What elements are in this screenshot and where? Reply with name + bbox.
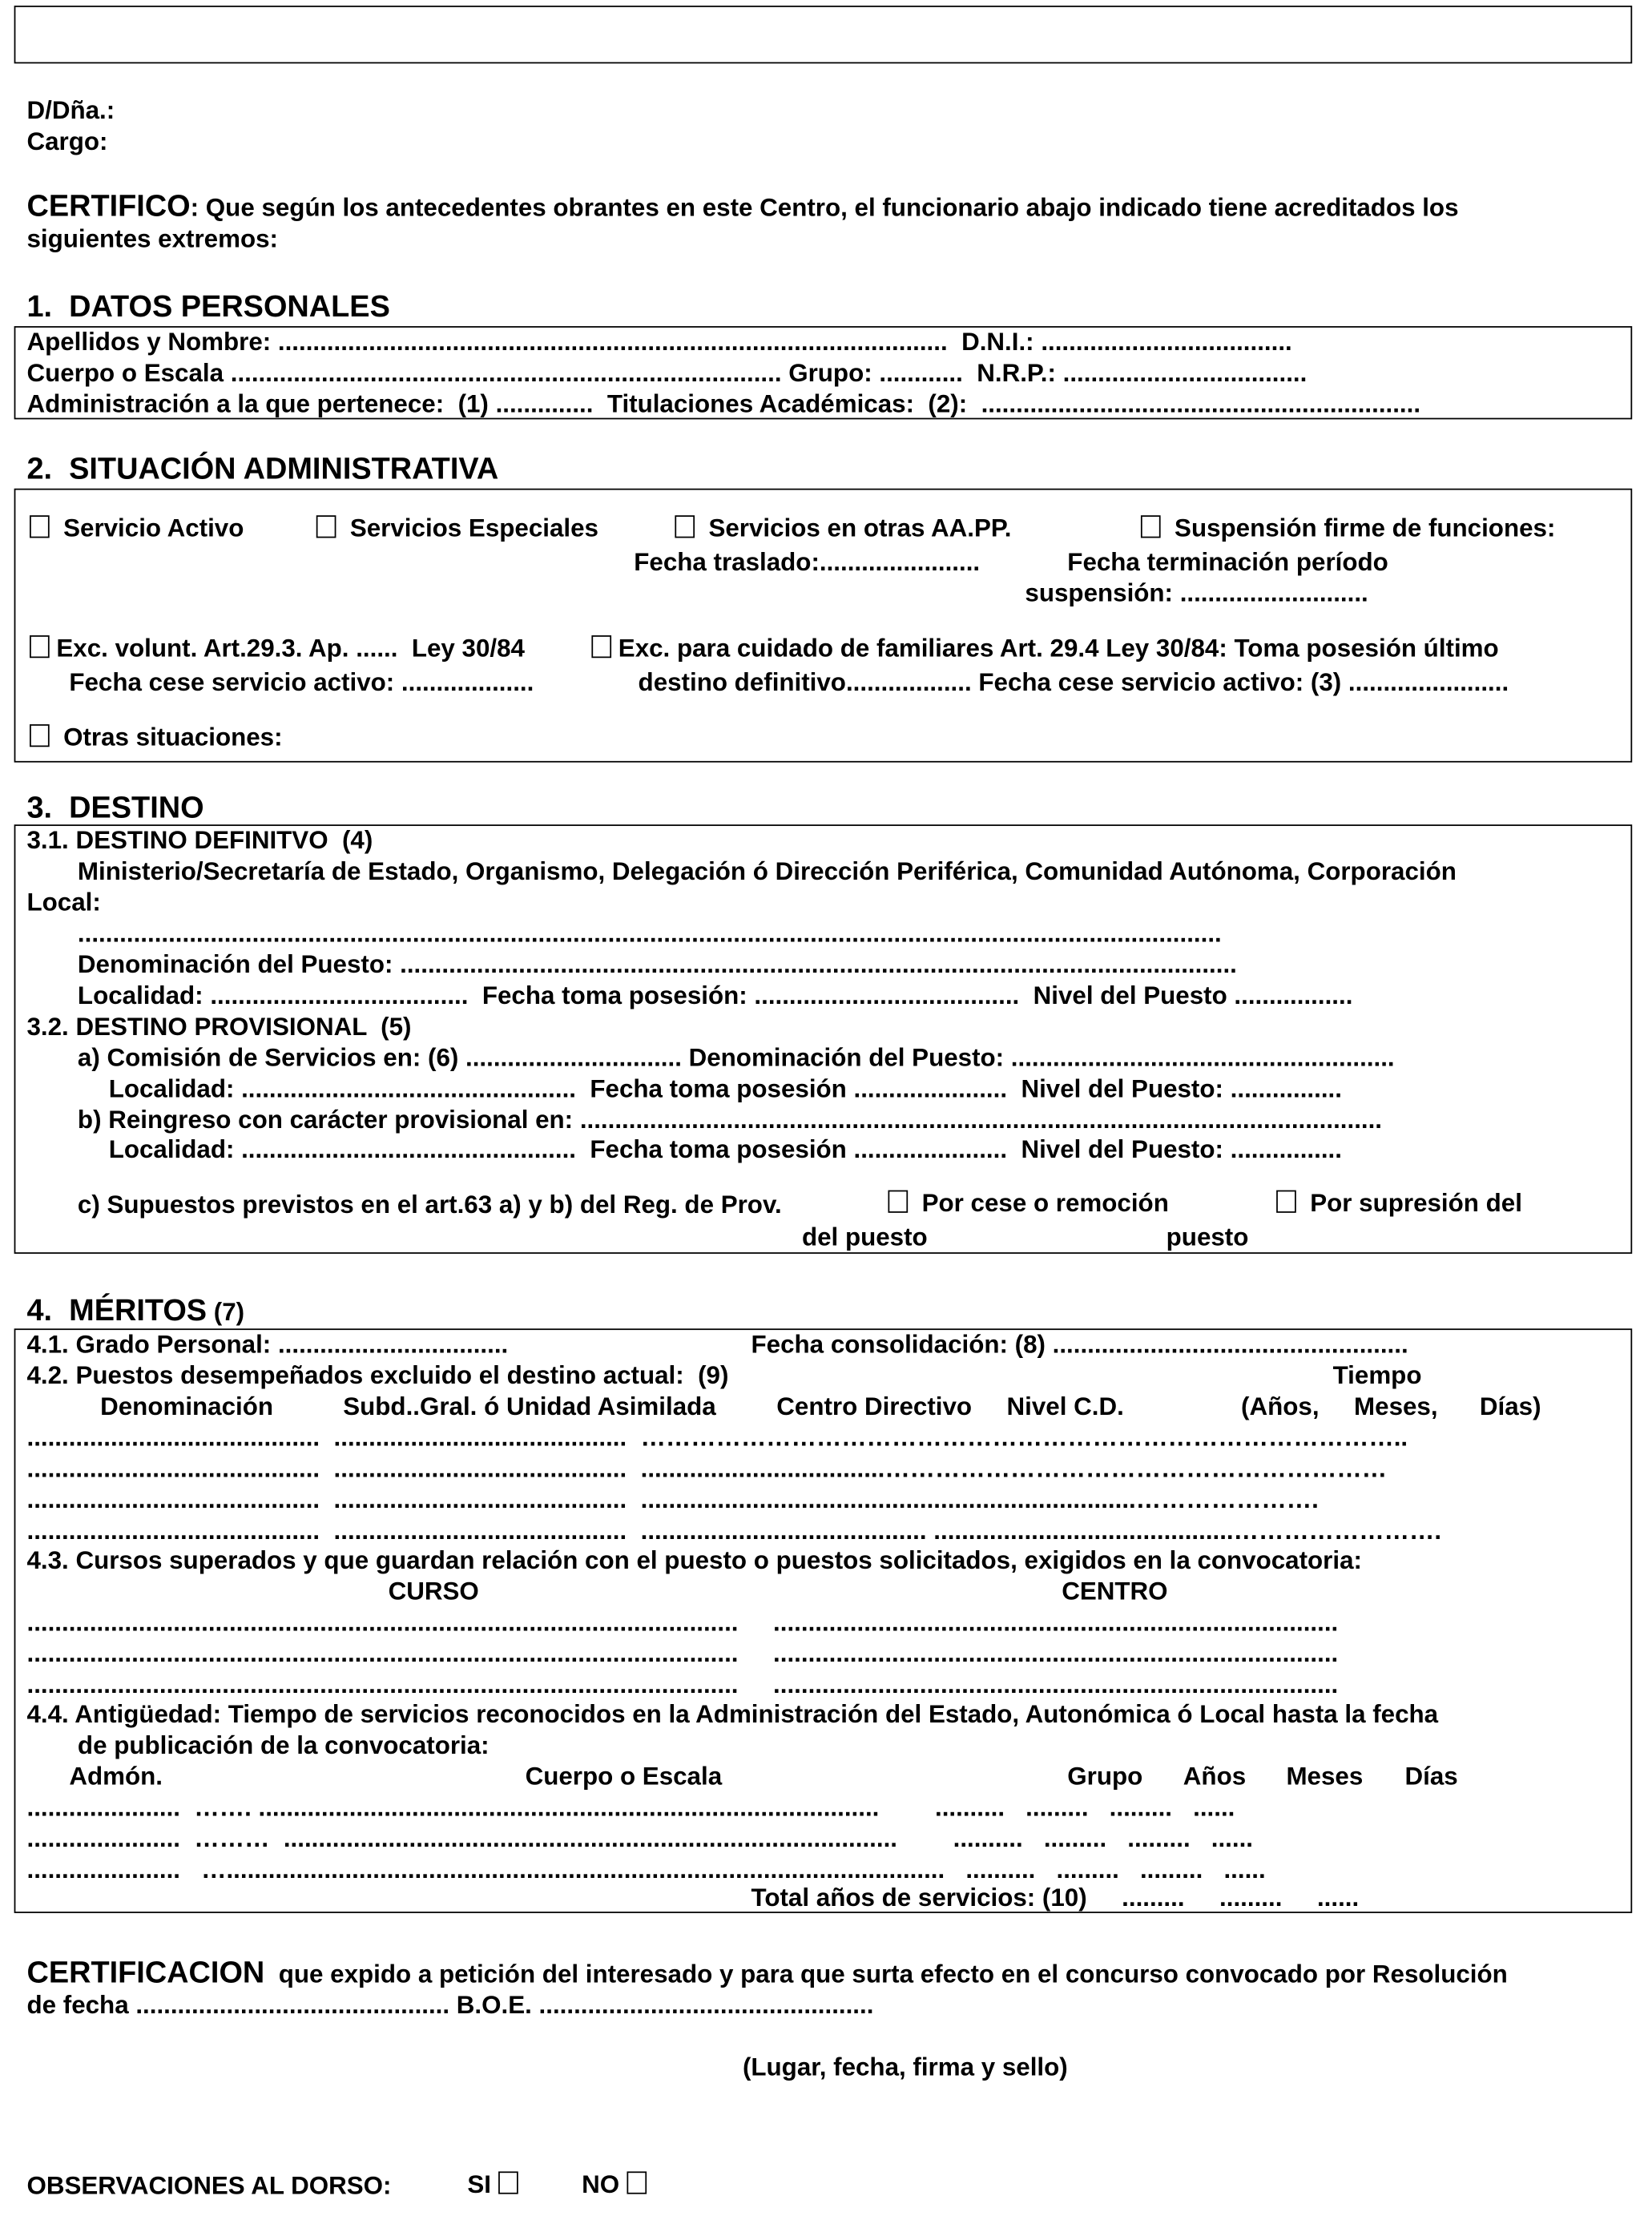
checkbox-no[interactable] — [627, 2171, 647, 2194]
s4-cursos-title: 4.3. Cursos superados y que guardan relación con el puesto o puestos solicitados, exigidos en la convocatoria: — [26, 1545, 1362, 1574]
s4-puesto-row-3: .......................................... .......................................... .......................................................................…………………. — [26, 1485, 1319, 1514]
lugar-fecha-firma: (Lugar, fecha, firma y sello) — [742, 2053, 1068, 2081]
certificacion-text: que expido a petición del interesado y para que surta efecto en el concurso convocado por Resolución — [278, 1960, 1508, 1988]
checkbox[interactable] — [1276, 1191, 1296, 1213]
s3-del-puesto: del puesto — [801, 1223, 928, 1251]
s2-checkbox-servicios-especiales: Servicios Especiales — [316, 515, 598, 542]
s1-line-2: Cuerpo o Escala ............................................................................... Grupo: ............ N.R.P.: ................................... — [26, 358, 1307, 387]
s4-curso-row-3: ...................................................................................................... ................................................................................. — [26, 1670, 1339, 1699]
s4-col-meses: Meses, — [1354, 1392, 1438, 1420]
checkbox-si[interactable] — [498, 2171, 518, 2194]
s3-line-7: 3.2. DESTINO PROVISIONAL (5) — [26, 1012, 412, 1041]
section-2-title: 2. SITUACIÓN ADMINISTRATIVA — [26, 451, 499, 486]
s2-checkbox-exc-familiares: Exc. para cuidado de familiares Art. 29.4 Ley 30/84: Toma posesión último — [591, 635, 1498, 662]
s4-puesto-row-1: .......................................... .......................................... ……………………………………………………………………………….. — [26, 1423, 1408, 1452]
s3-line-4: .................................................................................................................................................................... — [77, 919, 1222, 948]
s4-col-anos2: Años — [1183, 1762, 1247, 1791]
s3-puesto: puesto — [1166, 1223, 1249, 1251]
s4-col-nivel: Nivel C.D. — [1006, 1392, 1124, 1420]
s3-line-2: Ministerio/Secretaría de Estado, Organismo, Delegación ó Dirección Periférica, Comunidad Autónoma, Corporación — [77, 856, 1457, 885]
section-4-title-text: 4. MÉRITOS — [26, 1293, 208, 1328]
s2-checkbox-exc-voluntaria: Exc. volunt. Art.29.3. Ap. ...... Ley 30/84 — [30, 635, 525, 662]
certificacion-line-1 — [26, 1955, 1508, 1990]
s3-line-8: a) Comisión de Servicios en: (6) ............................... Denominación del Puesto: ....................................................... — [77, 1043, 1395, 1072]
s2-fecha-traslado: Fecha traslado:....................... — [634, 547, 981, 577]
section-1-title: 1. DATOS PERSONALES — [26, 289, 390, 324]
s4-col-subd: Subd..Gral. ó Unidad Asimilada — [343, 1392, 716, 1420]
s1-line-3: Administración a la que pertenece: (1) .............. Titulaciones Académicas: (2): ............................................................... — [26, 389, 1421, 418]
s4-antiguedad-1: 4.4. Antigüedad: Tiempo de servicios reconocidos en la Administración del Estado, Autonómica ó Local hasta la fecha — [26, 1699, 1439, 1729]
s4-antig-row-2: ...................... ……… ........................................................................................ .......... ......... ......... ...... — [26, 1823, 1254, 1853]
checkbox[interactable] — [888, 1191, 908, 1213]
s2-checkbox-otras: Otras situaciones: — [30, 724, 283, 751]
observaciones-no: NO — [582, 2171, 646, 2198]
s4-grado: 4.1. Grado Personal: ................................. — [26, 1330, 509, 1359]
certifico-line-2: siguientes extremos: — [26, 224, 278, 253]
s4-puesto-row-4: .......................................... .......................................... ......................................... ...........................................……………………. — [26, 1516, 1442, 1545]
s4-total: Total años de servicios: (10) ......... ......... ...... — [751, 1883, 1360, 1912]
section-3-title: 3. DESTINO — [26, 790, 204, 825]
s2-suspension: suspensión: ........................... — [1025, 578, 1368, 607]
s3-line-10: b) Reingreso con carácter provisional en: ................................................................................................................... — [77, 1105, 1383, 1134]
s4-col-centro2: CENTRO — [1062, 1577, 1168, 1606]
s4-col-cuerpo: Cuerpo o Escala — [525, 1762, 723, 1791]
s4-antiguedad-2: de publicación de la convocatoria: — [77, 1730, 490, 1759]
observaciones-si: SI — [467, 2171, 518, 2198]
s3-checkbox-cese: Por cese o remoción — [888, 1191, 1168, 1217]
checkbox[interactable] — [591, 635, 611, 658]
section-4-title — [26, 1293, 245, 1328]
s4-puestos-title: 4.2. Puestos desempeñados excluido el destino actual: (9) — [26, 1360, 729, 1390]
s3-line-9: Localidad: ................................................ Fecha toma posesión ...................... Nivel del Puesto: ................ — [108, 1074, 1342, 1103]
section-4-title-note: (7) — [213, 1297, 245, 1326]
s4-col-denominacion: Denominación — [100, 1392, 274, 1420]
observaciones-label: OBSERVACIONES AL DORSO: — [26, 2171, 392, 2200]
s3-line-11: Localidad: ................................................ Fecha toma posesión ...................... Nivel del Puesto: ................ — [108, 1134, 1342, 1164]
s4-col-dias2: Días — [1404, 1762, 1458, 1791]
s4-puesto-row-2: .......................................... .......................................... ...................................…………………………………………………… — [26, 1454, 1388, 1483]
s4-col-meses2: Meses — [1286, 1762, 1364, 1791]
s3-line-6: Localidad: ..................................... Fecha toma posesión: ...................................... Nivel del Puesto ................. — [77, 981, 1353, 1010]
certifico-line-1 — [26, 189, 1459, 224]
s4-col-grupo: Grupo — [1067, 1762, 1143, 1791]
checkbox[interactable] — [316, 515, 336, 538]
s3-line-1: 3.1. DESTINO DEFINITVO (4) — [26, 825, 373, 855]
checkbox[interactable] — [675, 515, 695, 538]
top-blank-box — [14, 6, 1633, 63]
s3-line-12: c) Supuestos previstos en el art.63 a) y b) del Reg. de Prov. — [77, 1190, 782, 1219]
certifico-keyword: CERTIFICO — [26, 189, 191, 224]
header-name-line: D/Dña.: — [26, 95, 115, 125]
checkbox[interactable] — [30, 635, 50, 658]
s4-antig-row-1: ...................... ……. ......................................................................................... .......... ......... ......... ...... — [26, 1793, 1235, 1822]
s2-checkbox-servicio-activo: Servicio Activo — [30, 515, 244, 542]
s4-consolidacion: Fecha consolidación: (8) ................................................... — [751, 1330, 1408, 1359]
s4-col-admon: Admón. — [69, 1762, 163, 1791]
checkbox[interactable] — [30, 724, 50, 747]
s4-col-centro: Centro Directivo — [776, 1392, 973, 1420]
s2-checkbox-suspension: Suspensión firme de funciones: — [1141, 515, 1555, 542]
s3-line-3: Local: — [26, 888, 101, 917]
s3-checkbox-supresion: Por supresión del — [1276, 1191, 1522, 1217]
s1-line-1: Apellidos y Nombre: ................................................................................................ D.N.I.: .................................... — [26, 327, 1292, 357]
s3-line-5: Denominación del Puesto: ........................................................................................................................ — [77, 950, 1237, 979]
checkbox[interactable] — [30, 515, 50, 538]
checkbox[interactable] — [1141, 515, 1161, 538]
s2-destino-definitivo: destino definitivo.................. Fecha cese servicio activo: (3) ....................... — [638, 667, 1509, 696]
certificacion-keyword: CERTIFICACION — [26, 1955, 265, 1990]
s4-curso-row-2: ...................................................................................................... ................................................................................. — [26, 1639, 1339, 1668]
certifico-text: : Que según los antecedentes obrantes en este Centro, el funcionario abajo indicado tiene acreditados los — [190, 193, 1459, 222]
s4-col-anos: (Años, — [1241, 1392, 1320, 1420]
header-cargo-line: Cargo: — [26, 127, 108, 155]
s2-checkbox-otras-aapp: Servicios en otras AA.PP. — [675, 515, 1011, 542]
certificacion-line-2: de fecha ............................................. B.O.E. ................................................ — [26, 1990, 874, 2020]
s2-fecha-cese-1: Fecha cese servicio activo: ................... — [69, 667, 534, 696]
s4-col-curso: CURSO — [388, 1577, 479, 1606]
s4-curso-row-1: ...................................................................................................... ................................................................................. — [26, 1608, 1339, 1637]
s4-col-dias: Días) — [1479, 1392, 1541, 1420]
s2-fecha-terminacion: Fecha terminación período — [1067, 547, 1388, 577]
s4-antig-row-3: ...................... …....................................................................................................... .......... ......... ......... ...... — [26, 1855, 1266, 1884]
s4-tiempo: Tiempo — [1332, 1360, 1422, 1390]
